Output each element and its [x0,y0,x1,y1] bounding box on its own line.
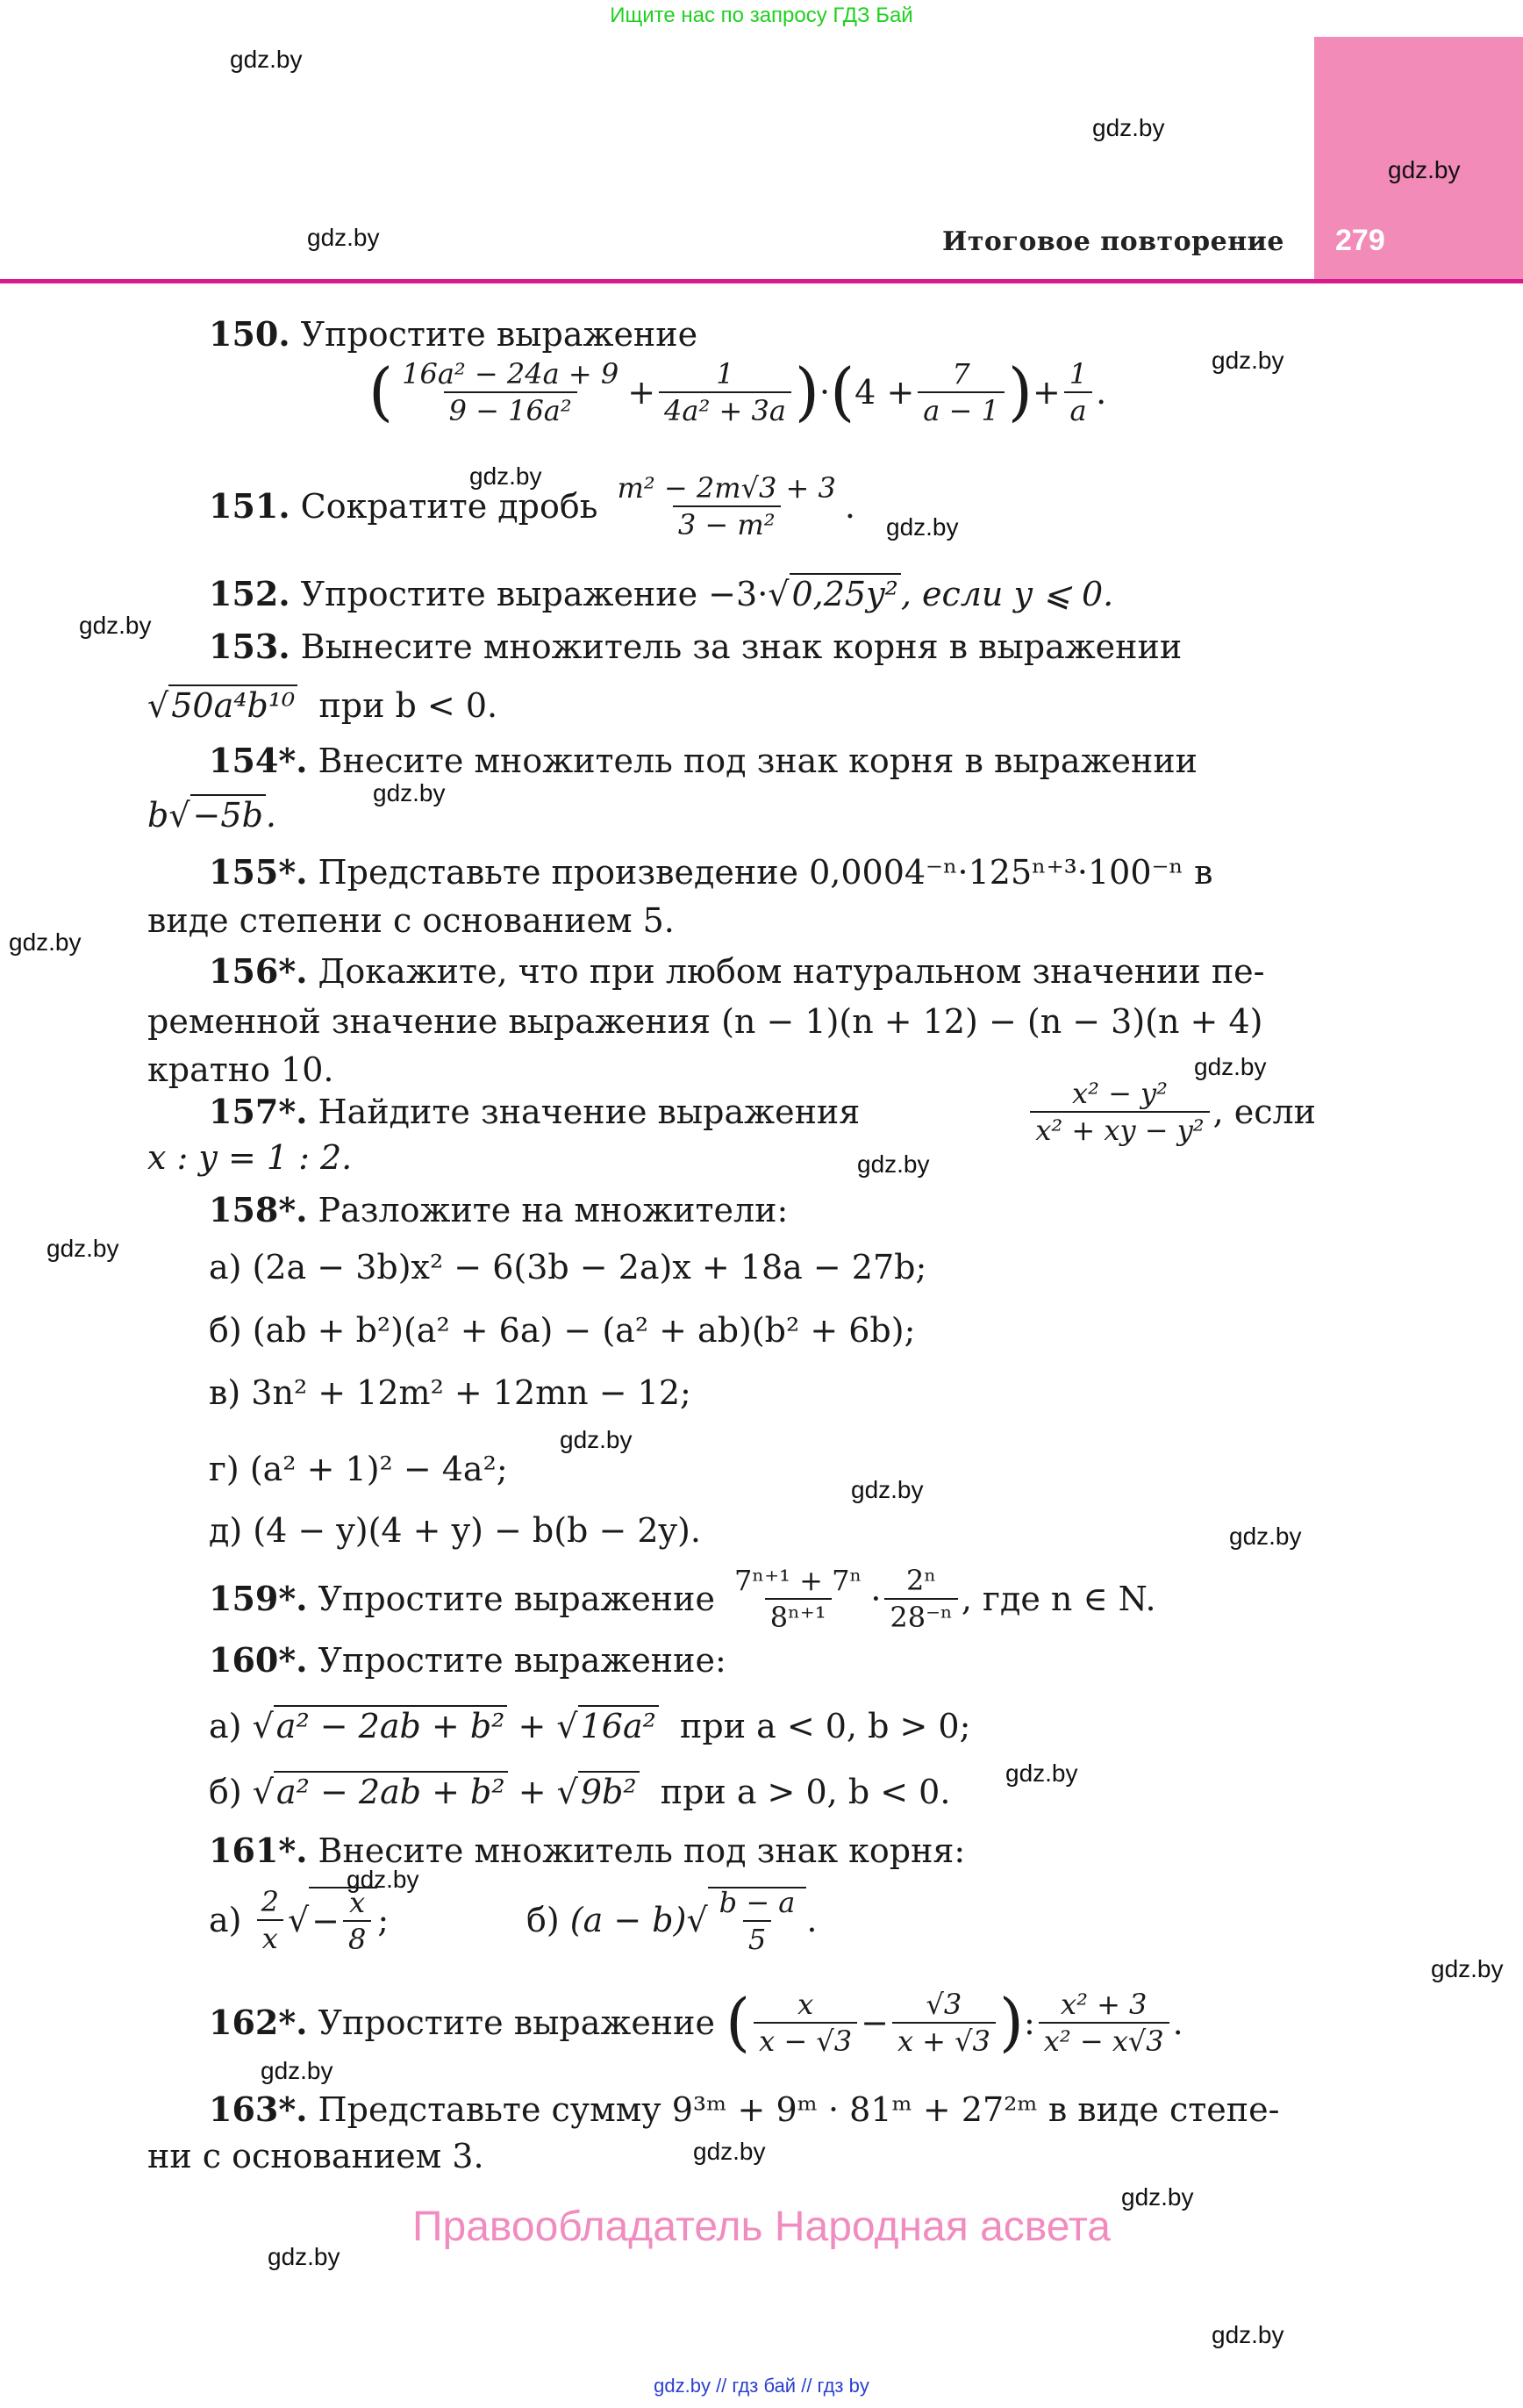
radicand: 9b² [578,1771,640,1811]
problem-number: 154*. [209,741,308,780]
fraction-numerator: x² + 3 [1061,1988,1148,2021]
problem-number: 158*. [209,1190,308,1229]
punctuation: . [265,796,276,835]
problem-151: 151. Сократите дробь $\frac{\text{m² − 2m√3 + 3}}{\text{3 − m²}}$ . [209,471,855,541]
problem-text: Упростите выражение [318,1580,715,1618]
radicand: a² − 2ab + b² [274,1771,508,1811]
problem-161-item-b: б) (a − b) √ $\frac{b - a}{5}$ . [526,1886,818,1956]
problem-number: 163*. [209,2089,308,2129]
item-label: б) [209,1773,242,1811]
watermark: gdz.by [1212,2321,1284,2348]
problem-text: Сократите дробь [300,487,598,526]
watermark: gdz.by [307,224,380,251]
problem-text: Внесите множитель под знак корня: [318,1831,966,1870]
problem-text: Найдите значение выражения [318,1093,861,1131]
watermark: gdz.by [46,1235,119,1262]
problem-162: 162*. Упростите выражение ( $\frac{x}{x - √3}$ − $\frac{√3}{x + √3}$ ) : $\frac{\text{x² + 3}}{\text{x² − x√3}}$ . [209,1985,1183,2060]
problem-text: Внесите множитель под знак корня в выражении [318,742,1198,780]
radicand: −5b [190,794,266,835]
watermark: gdz.by [857,1150,930,1178]
condition: при a > 0, b < 0. [660,1773,951,1811]
fraction-numerator: 7ⁿ⁺¹ + 7ⁿ [734,1564,862,1597]
problem-161-item-a: а) $\frac{2}{x}$ √ − $\frac{x}{8}$ ; [209,1885,390,1956]
problem-158-item-c: в) 3n² + 12m² + 12mn − 12; [209,1373,691,1412]
fraction-numerator: x² − y² [1072,1077,1168,1110]
watermark: gdz.by [1092,114,1165,141]
problem-158-item-a: а) (2a − 3b)x² − 6(3b − 2a)x + 18a − 27b; [209,1248,927,1286]
expression: b [147,796,169,835]
watermark: gdz.by [1212,347,1284,374]
watermark: gdz.by [261,2057,333,2084]
watermark: gdz.by [79,612,152,639]
problem-155-line1 [209,852,1213,892]
expression: (a − b) [569,1901,687,1939]
problem-152: 152. Упростите выражение −3·√0,25y², если y ⩽ 0. [209,574,1114,613]
fraction-numerator: 1 [1069,357,1088,391]
fraction-denominator: a − 1 [918,391,1005,425]
watermark: gdz.by [886,513,959,541]
problem-153-line1 [209,627,1316,666]
watermark: gdz.by [1194,1053,1267,1080]
fraction-numerator: 1 [716,357,734,391]
radicand: 0,25y² [790,573,901,613]
watermark: gdz.by [9,928,82,956]
problem-text: Упростите выражение [300,315,698,354]
radicand: 16a² [578,1705,659,1745]
problem-155-line2: виде степени с основанием 5. [147,901,675,940]
problem-text: Разложите на множители: [318,1191,789,1229]
item-label: б) [526,1901,560,1939]
watermark: gdz.by [1005,1759,1078,1787]
problem-number: 159*. [209,1579,308,1618]
watermark: gdz.by [347,1866,419,1893]
fraction-denominator: x [257,1919,283,1953]
watermark: gdz.by [1388,156,1461,183]
problem-158-item-b: б) (ab + b²)(a² + 6a) − (a² + ab)(b² + 6b); [209,1311,916,1350]
fraction-denominator: x − √3 [754,2022,857,2055]
watermark: gdz.by [373,779,446,806]
fraction-denominator: a [1064,391,1091,425]
problem-text: Докажите, что при любом натуральном значении пе- [318,952,1265,991]
fraction-numerator: m² − 2m√3 + 3 [617,471,836,505]
problem-158-item-e: д) (4 − y)(4 + y) − b(b − 2y). [209,1511,701,1550]
watermark: gdz.by [1431,1955,1504,1982]
section-title: Итоговое повторение [942,226,1284,257]
term: 4 [854,373,876,412]
problem-text: Представьте сумму [318,2090,661,2129]
problem-text: , если [1212,1093,1316,1131]
watermark: gdz.by [268,2243,340,2270]
radicand: a² − 2ab + b² [274,1705,508,1745]
problem-157-line1 [209,1077,1316,1147]
problem-number: 152. [209,574,290,613]
fraction-denominator: 9 − 16a² [444,391,577,425]
problem-157-line2: x : y = 1 : 2. [147,1138,353,1177]
problem-158-item-d: г) (a² + 1)² − 4a²; [209,1450,508,1488]
problem-number: 153. [209,627,290,666]
fraction-numerator: 7 [952,357,970,391]
fraction-numerator: 2 [261,1885,279,1918]
expression: 9³ᵐ + 9ᵐ · 81ᵐ + 27²ᵐ [671,2090,1038,2129]
problem-number: 160*. [209,1640,308,1680]
problem-number: 161*. [209,1831,308,1870]
problem-number: 162*. [209,2003,308,2042]
fraction-denominator: 4a² + 3a [659,391,791,425]
watermark: gdz.by [560,1426,633,1453]
problem-156-line3: кратно 10. [147,1050,334,1089]
problem-number: 151. [209,486,290,526]
fraction-denominator: x² + xy − y² [1030,1111,1209,1144]
fraction-numerator: x [797,1988,814,2021]
condition: при b < 0. [318,686,498,725]
fraction-denominator: 28⁻ⁿ [884,1598,957,1631]
problem-159: 159*. Упростите выражение $\frac{\text{7ⁿ⁺¹ + 7ⁿ}}{\text{8ⁿ⁺¹}}$ · $\frac{\text{2ⁿ}}{\text{28⁻ⁿ}}$ , где n ∈ N. [209,1564,1156,1634]
problem-text: Вынесите множитель за знак корня в выражении [300,627,1183,666]
problem-text: Представьте произведение 0,0004⁻ⁿ·125ⁿ⁺³·100⁻ⁿ в [318,853,1213,892]
expression: −3· [708,575,769,613]
watermark: gdz.by [1229,1523,1302,1550]
problem-160-item-b: б) √a² − 2ab + b² + √9b² при a > 0, b < 0. [209,1773,951,1811]
watermark: gdz.by [693,2138,766,2165]
radicand: 50a⁴b¹⁰ [168,684,297,725]
problem-number: 150. [209,314,290,354]
problem-number: 157*. [209,1092,308,1131]
problem-number: 156*. [209,951,308,991]
problem-text: Упростите выражение [300,575,698,613]
problem-number: 155*. [209,852,308,892]
condition: , где n ∈ N. [961,1580,1156,1618]
fraction-numerator: √3 [926,1988,962,2021]
fraction-denominator: x + √3 [892,2022,996,2055]
condition: , если y ⩽ 0. [900,575,1114,613]
page-number: 279 [1335,224,1385,257]
fraction-denominator: 5 [743,1920,771,1953]
problem-156-line1 [209,951,1265,991]
problem-text: Упростите выражение [318,2003,715,2042]
problem-154-line1 [209,741,1316,780]
problem-150-expression: ( $\frac{\text{16a² − 24a + 9}}{\text{9 − 16a²}}$ + $\frac{1}{\text{4a² + 3a}}$ ) · ( 4 + $\frac{7}{a - 1}$ ) + $\frac{1}{a}$ . [368,355,1107,429]
problem-163-line1 [209,2089,1280,2129]
problem-156-line2: ременной значение выражения (n − 1)(n + 12) − (n − 3)(n + 4) [147,1002,1263,1041]
fraction-numerator: 2ⁿ [906,1564,937,1597]
problem-154-line2: b√−5b. [147,796,276,835]
copyright-notice: Правообладатель Народная асвета [412,2204,1111,2250]
fraction-numerator: 16a² − 24a + 9 [402,357,619,391]
problem-153-line2: √50a⁴b¹⁰ при b < 0. [147,686,498,725]
fraction-numerator: b − a [719,1886,796,1919]
watermark: gdz.by [469,462,542,490]
problem-161-heading [209,1831,966,1870]
problem-150-heading [209,314,698,354]
watermark: gdz.by [1121,2183,1194,2211]
fraction-denominator: 3 − m² [673,505,781,539]
fraction-denominator: x² − x√3 [1039,2022,1169,2055]
fraction-denominator: 8ⁿ⁺¹ [765,1598,832,1631]
condition: при a < 0, b > 0; [680,1707,971,1745]
item-label: а) [209,1707,242,1745]
item-label: а) [209,1901,242,1939]
problem-160-heading [209,1640,726,1680]
problem-text: Упростите выражение: [318,1641,726,1680]
fraction-numerator: x [349,1886,366,1919]
top-banner: Ищите нас по запросу ГДЗ Бай [610,4,913,27]
problem-158-heading [209,1190,789,1229]
fraction-denominator: 8 [343,1920,371,1953]
problem-163-line2: ни с основанием 3. [147,2137,484,2175]
watermark: gdz.by [851,1476,924,1503]
watermark: gdz.by [230,46,303,73]
header-rule [0,279,1523,283]
problem-text: в виде степе- [1048,2090,1280,2129]
problem-160-item-a: а) √a² − 2ab + b² + √16a² при a < 0, b > 0; [209,1707,971,1745]
footer-links: gdz.by // гдз бай // гдз by [654,2375,869,2397]
